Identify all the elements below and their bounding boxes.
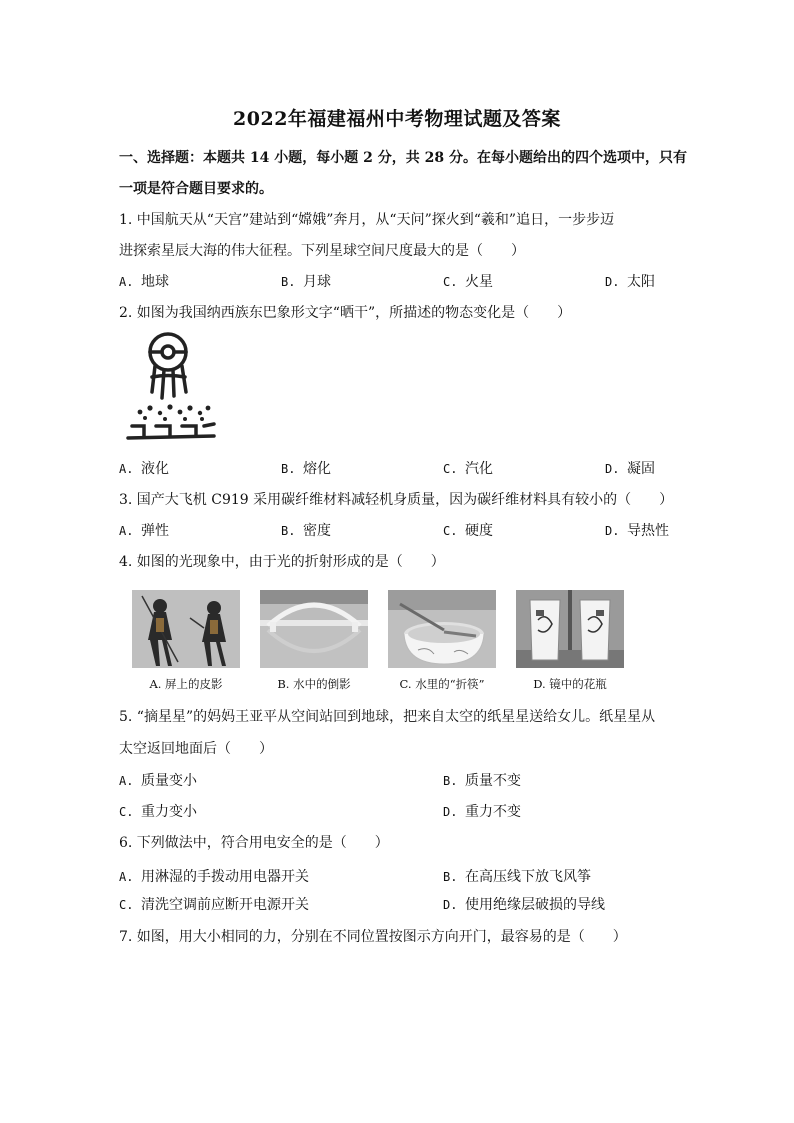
option-label: A. [119, 524, 134, 538]
option-text: 重力不变 [465, 804, 521, 820]
option-text: 凝固 [627, 461, 655, 477]
option-label: D. [605, 524, 620, 538]
option-label: B. [281, 462, 296, 476]
q5-stem-line-1: 5. “摘星星”的妈妈王亚平从空间站回到地球，把来自太空的纸星星送给女儿。纸星星从 [119, 709, 656, 725]
caption-c: C. 水里的“折筷” [399, 677, 485, 691]
section-instruction-line-1: 一、选择题：本题共 14 小题，每小题 2 分，共 28 分。在每小题给出的四个选项中，只有 [119, 150, 687, 166]
q5-stem-line-2: 太空返回地面后（ ） [119, 741, 273, 757]
q6-stem: 6. 下列做法中，符合用电安全的是（ ） [119, 835, 389, 851]
option-text: 月球 [303, 274, 331, 290]
q2-option-c [443, 458, 493, 478]
option-text: 重力变小 [141, 804, 197, 820]
bridge-reflection-photo [260, 590, 368, 668]
option-text: 汽化 [465, 461, 493, 477]
option-text: 导热性 [627, 523, 669, 539]
option-label: A. [119, 462, 134, 476]
q3-option-c [443, 520, 493, 540]
option-text: 火星 [465, 274, 493, 290]
q1-option-b [281, 271, 331, 291]
option-text: 使用绝缘层破损的导线 [465, 897, 605, 913]
option-label: C. [443, 462, 458, 476]
q4-stem: 4. 如图的光现象中，由于光的折射形成的是（ ） [119, 554, 445, 570]
option-label: A. [119, 774, 134, 788]
option-label: C. [443, 524, 458, 538]
q1-stem-line-1: 1. 中国航天从“天宫”建站到“嫦娥”奔月，从“天问”探火到“羲和”追日，一步步迈 [119, 212, 615, 228]
q6-option-b [443, 866, 591, 886]
option-text: 硬度 [465, 523, 493, 539]
option-text: 太阳 [627, 274, 655, 290]
q3-option-a [119, 520, 169, 540]
q3-stem: 3. 国产大飞机 C919 采用碳纤维材料减轻机身质量，因为碳纤维材料具有较小的（ ） [119, 492, 674, 508]
q3-option-d [605, 520, 669, 540]
option-text: 熔化 [303, 461, 331, 477]
option-text: 清洗空调前应断开电源开关 [141, 897, 309, 913]
q1-option-c [443, 271, 493, 291]
q2-stem: 2. 如图为我国纳西族东巴象形文字“晒干”，所描述的物态变化是（ ） [119, 305, 572, 321]
option-label: D. [605, 462, 620, 476]
q6-option-a [119, 866, 309, 886]
q5-option-c [119, 801, 197, 821]
q5-option-d [443, 801, 521, 821]
q1-option-a [119, 271, 169, 291]
dongba-glyph-figure [122, 330, 222, 445]
option-label: C. [119, 805, 134, 819]
option-text: 在高压线下放飞风筝 [465, 869, 591, 885]
option-label: D. [443, 805, 458, 819]
caption-b: B. 水中的倒影 [277, 677, 351, 691]
q5-option-a [119, 770, 197, 790]
option-text: 质量不变 [465, 773, 521, 789]
option-text: 用淋湿的手拨动用电器开关 [141, 869, 309, 885]
q5-option-b [443, 770, 521, 790]
section-instruction-line-2: 一项是符合题目要求的。 [119, 181, 273, 197]
q6-option-d [443, 894, 605, 914]
q7-stem: 7. 如图，用大小相同的力，分别在不同位置按图示方向开门，最容易的是（ ） [119, 929, 627, 945]
option-text: 弹性 [141, 523, 169, 539]
option-label: C. [119, 898, 134, 912]
q6-option-c [119, 894, 309, 914]
q2-option-a [119, 458, 169, 478]
shadow-puppet-photo [132, 590, 240, 668]
option-label: A. [119, 870, 134, 884]
option-label: B. [443, 774, 458, 788]
option-text: 质量变小 [141, 773, 197, 789]
option-label: B. [281, 275, 296, 289]
page-title: 2022年福建福州中考物理试题及答案 [233, 108, 561, 130]
option-label: D. [605, 275, 620, 289]
option-label: C. [443, 275, 458, 289]
option-text: 地球 [141, 274, 169, 290]
option-text: 液化 [141, 461, 169, 477]
option-label: A. [119, 275, 134, 289]
vase-mirror-photo [516, 590, 624, 668]
option-label: D. [443, 898, 458, 912]
caption-d: D. 镜中的花瓶 [533, 677, 607, 691]
option-text: 密度 [303, 523, 331, 539]
option-label: B. [281, 524, 296, 538]
q2-option-b [281, 458, 331, 478]
q1-stem-line-2: 进探索星辰大海的伟大征程。下列星球空间尺度最大的是（ ） [119, 243, 525, 259]
q1-option-d [605, 271, 655, 291]
q2-option-d [605, 458, 655, 478]
option-label: B. [443, 870, 458, 884]
q3-option-b [281, 520, 331, 540]
bowl-chopstick-photo [388, 590, 496, 668]
caption-a: A. 屏上的皮影 [149, 677, 223, 691]
